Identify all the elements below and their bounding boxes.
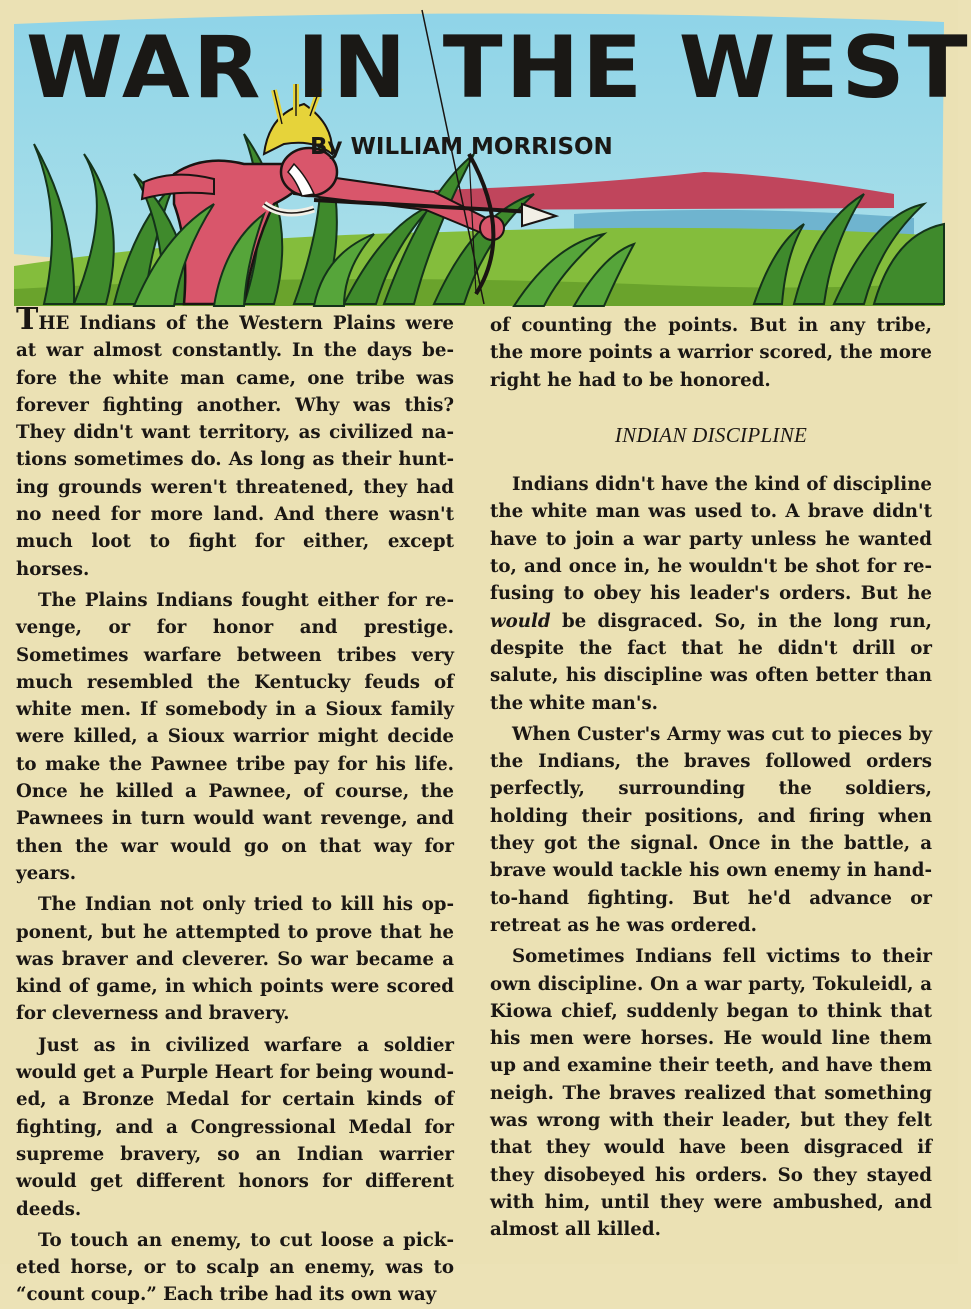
paragraph-1: THE Indians of the Western Plains were at war almost constantly. In the days before the white man came, one tribe was forever fighting another. Why was this? They didn't want territory, as civilized nations sometimes do. As long as their hunting grounds weren't threatened, they had no need for more land. And there wasn't much loot to fight for either, except horses. bbox=[16, 302, 454, 580]
paragraph-discipline-2: When Custer's Army was cut to pieces by the Indians, the braves followed orders perfectly, surrounding the soldiers, holding their positions, and firing when they got the signal. Once in the battle, a brave would tackle his own enemy in hand-to-hand fighting. But he'd advance or retreat as he was ordered. bbox=[490, 723, 932, 936]
left-column bbox=[16, 302, 454, 1309]
paragraph-continued: of counting the points. But in any tribe, the more points a warrior scored, the more right he had to be honored. bbox=[490, 315, 932, 391]
paragraph-2: The Plains Indians fought either for revenge, or for honor and prestige. Sometimes warfare between tribes very much resembled the Kentucky feuds of white men. If somebody in a Sioux family were killed, a Sioux warrior might decide to make the Pawnee tribe pay for his life. Once he killed a Pawnee, of course, the Pawnees in turn would want revenge, and then the war would go on that way for years. bbox=[16, 589, 454, 884]
paragraph-4: Just as in civilized warfare a soldier would get a Purple Heart for being wounded, a Bronze Medal for certain kinds of fighting, and a Congressional Medal for supreme bravery, so an Indian warrier would get different honors for different deeds. bbox=[16, 1034, 454, 1220]
paragraph-discipline-3: Sometimes Indians fell victims to their own discipline. On a war party, Tokuleidl, a Kiowa chief, suddenly began to think that his men were horses. He would line them up and examine their teeth, and have them neigh. The braves realized that something was wrong with their leader, but they felt that they would have been disgraced if they disobeyed his orders. So they stayed with him, until they were ambushed, and almost all killed. bbox=[490, 946, 932, 1241]
paragraph-3: The Indian not only tried to kill his opponent, but he attempted to prove that he was braver and cleverer. So war became a kind of game, in which points were scored for cleverness and bravery. bbox=[16, 894, 454, 1025]
paragraph-5: To touch an enemy, to cut loose a picketed horse, or to scalp an enemy, was to “count coup.” Each tribe had its own way bbox=[16, 1229, 454, 1306]
emphasis-would: would bbox=[490, 610, 551, 632]
section-heading: INDIAN DISCIPLINE bbox=[614, 422, 808, 447]
page-title: WAR IN THE WEST bbox=[26, 18, 971, 118]
title-banner bbox=[14, 4, 971, 306]
paragraph-discipline-1: Indians didn't have the kind of discipline the white man was used to. A brave didn't have to join a war party unless he wanted to, and once in, he wouldn't be shot for refusing to obey his leader's orders. But he would be disgraced. So, in the long run, despite the fact that he didn't drill or salute, his discipline was often better than the white man's. bbox=[490, 474, 932, 714]
right-column bbox=[490, 312, 932, 1244]
byline: By WILLIAM MORRISON bbox=[310, 134, 613, 160]
drop-cap: T bbox=[16, 302, 39, 337]
